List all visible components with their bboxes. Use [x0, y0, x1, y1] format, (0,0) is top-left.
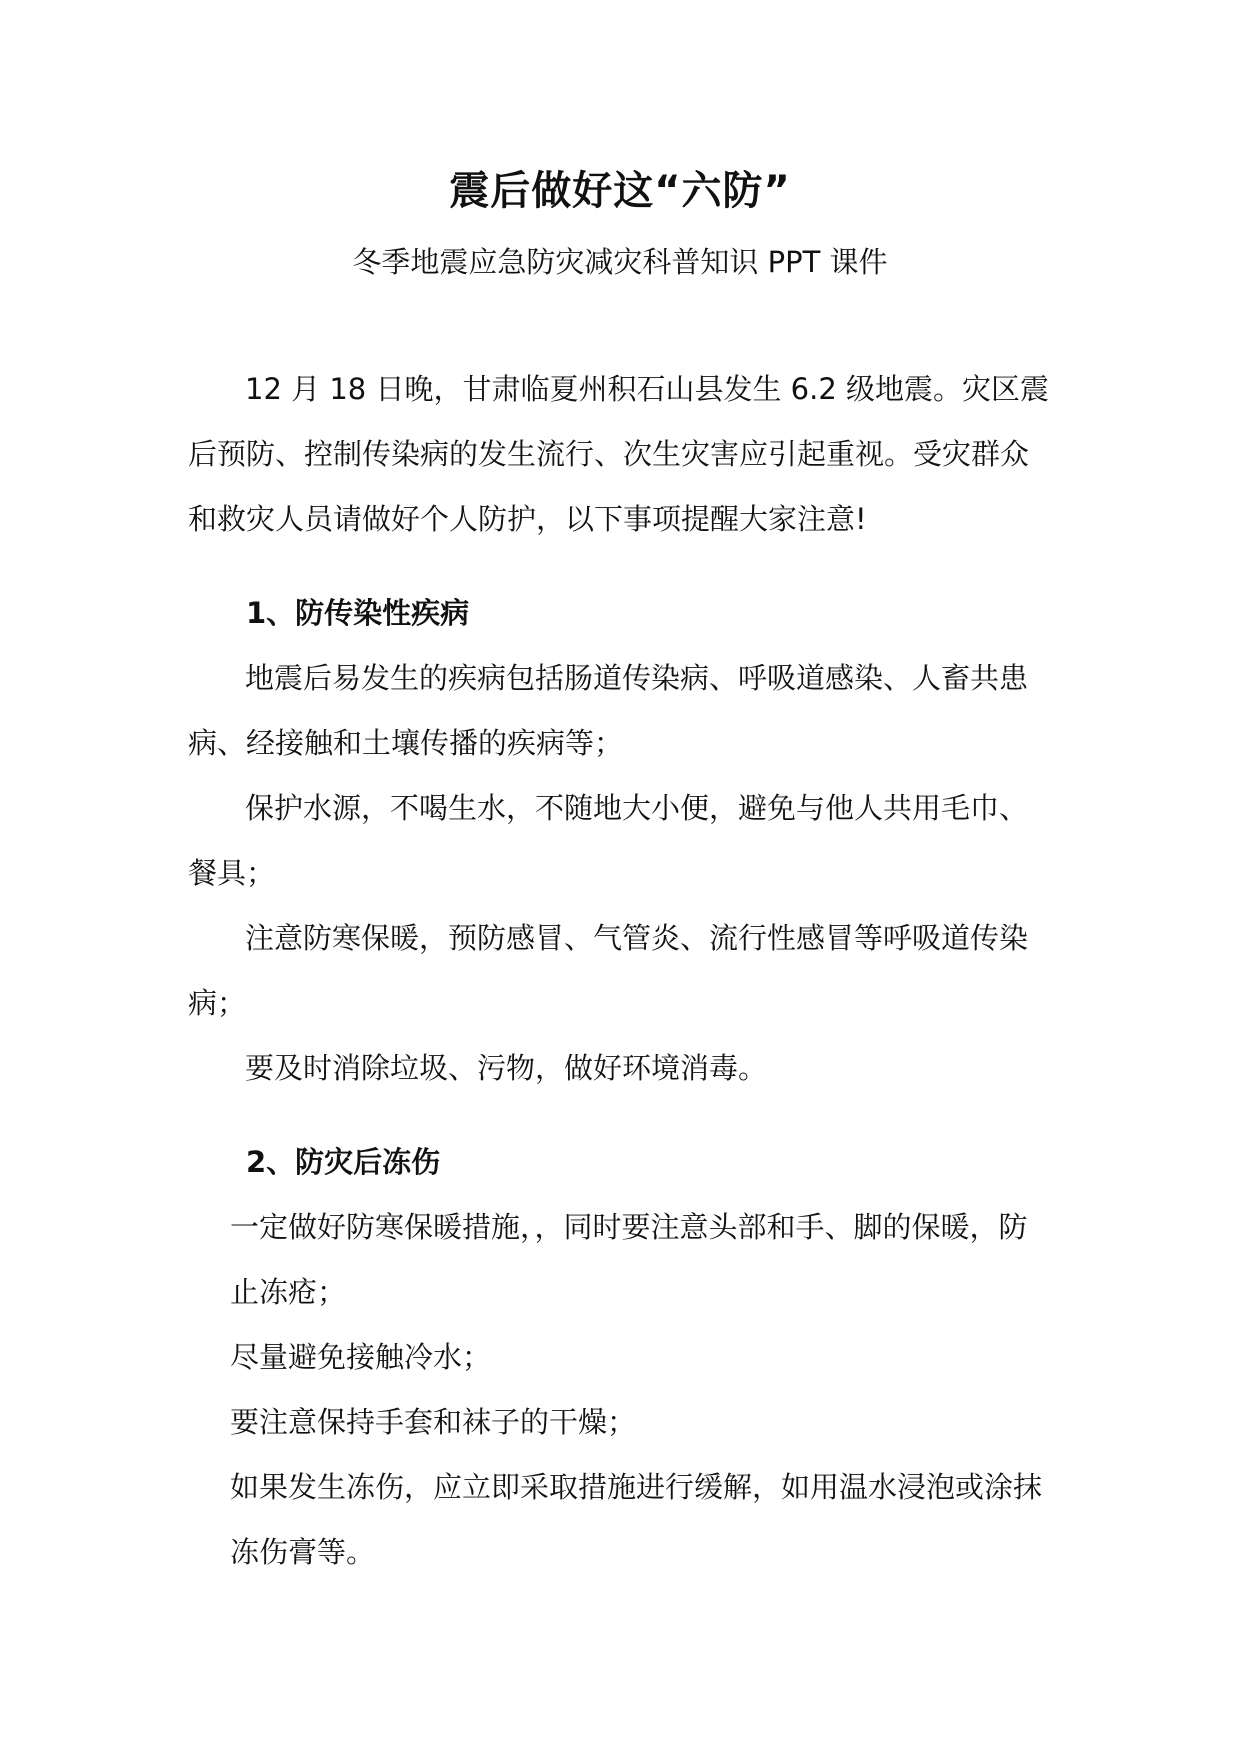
body-line: 地震后易发生的疾病包括肠道传染病、呼吸道感染、人畜共患: [245, 661, 1029, 695]
document-subtitle: 冬季地震应急防灾减灾科普知识 PPT 课件: [352, 245, 888, 279]
document-title: 震后做好这“六防”: [449, 168, 791, 214]
section-heading: 2、防灾后冻伤: [246, 1145, 441, 1179]
body-line: 要及时消除垃圾、污物，做好环境消毒。: [245, 1051, 768, 1085]
section-heading: 1、防传染性疾病: [246, 596, 470, 630]
body-line: 一定做好防寒保暖措施，，同时要注意头部和手、脚的保暖，防: [230, 1210, 1028, 1244]
body-line: 病；: [188, 986, 247, 1020]
body-line: 尽量避免接触冷水；: [230, 1340, 492, 1374]
body-line: 注意防寒保暖，预防感冒、气管炎、流行性感冒等呼吸道传染: [245, 921, 1029, 955]
body-line: 冻伤膏等。: [230, 1535, 376, 1569]
intro-line: 和救灾人员请做好个人防护，以下事项提醒大家注意!: [188, 502, 867, 536]
body-line: 止冻疮；: [230, 1275, 347, 1309]
body-line: 要注意保持手套和袜子的干燥；: [230, 1405, 637, 1439]
body-line: 餐具；: [188, 856, 276, 890]
body-line: 如果发生冻伤，应立即采取措施进行缓解，如用温水浸泡或涂抹: [230, 1470, 1043, 1504]
intro-line: 后预防、控制传染病的发生流行、次生灾害应引起重视。受灾群众: [188, 437, 1030, 471]
body-line: 保护水源，不喝生水，不随地大小便，避免与他人共用毛巾、: [245, 791, 1029, 825]
body-line: 病、经接触和土壤传播的疾病等；: [188, 726, 624, 760]
intro-line: 12 月 18 日晚，甘肃临夏州积石山县发生 6.2 级地震。灾区震: [245, 372, 1050, 406]
